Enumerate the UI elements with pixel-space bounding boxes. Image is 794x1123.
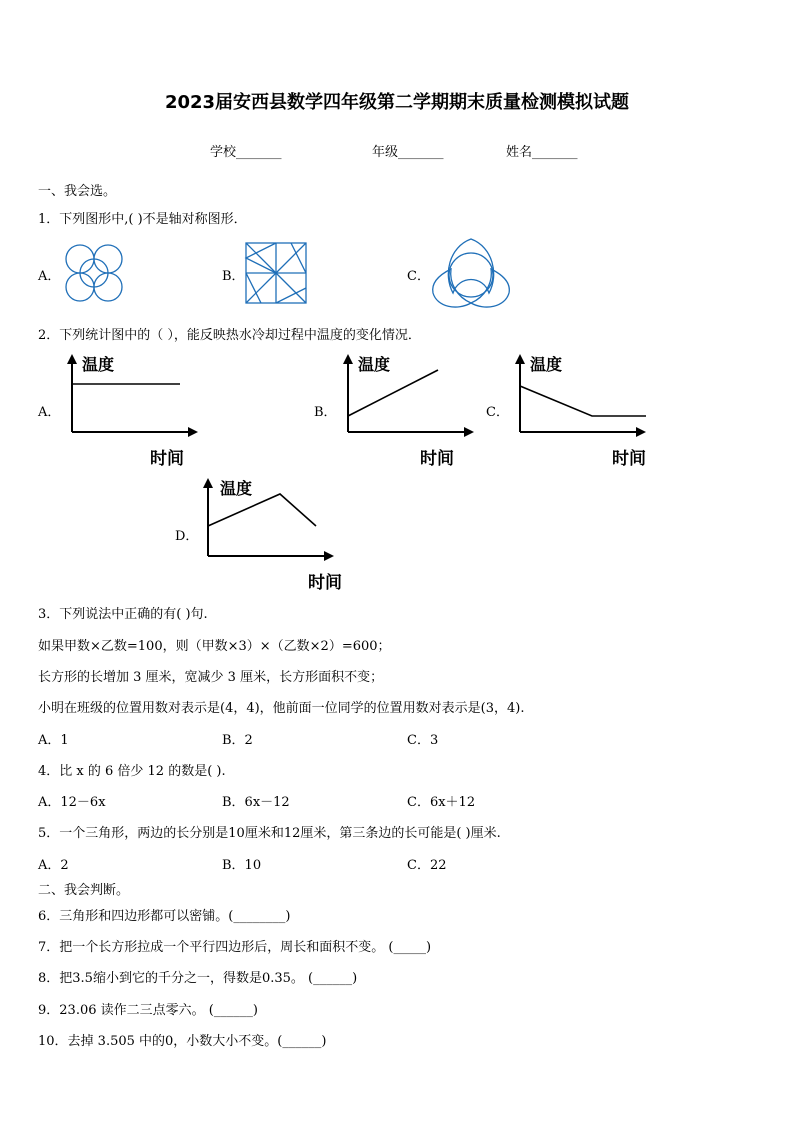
q3-statement-3: 小明在班级的位置用数对表示是(4，4)，他前面一位同学的位置用数对表示是(3，4). — [38, 701, 525, 716]
q5-option-b: B．10 — [222, 858, 262, 873]
question-4: 4．比 x 的 6 倍少 12 的数是( ). — [38, 764, 226, 779]
trefoil-figure — [429, 235, 513, 311]
q5-option-c: C．22 — [407, 858, 447, 873]
q3-option-a: A．1 — [38, 733, 69, 748]
q3-option-c: C．3 — [407, 733, 439, 748]
question-1: 1．下列图形中,( )不是轴对称图形． — [38, 212, 247, 227]
graph-b-x-label: 时间 — [420, 449, 454, 469]
question-5: 5．一个三角形，两边的长分别是10厘米和12厘米，第三条边的长可能是( )厘米. — [38, 826, 501, 841]
q3-statement-2: 长方形的长增加 3 厘米，宽减少 3 厘米，长方形面积不变； — [38, 670, 384, 685]
graph-c-y-label: 温度 — [530, 355, 563, 374]
graph-d-x-label: 时间 — [308, 573, 342, 593]
school-field[interactable]: 学校_______ — [210, 145, 282, 160]
q4-option-b: B．6x－12 — [222, 795, 290, 810]
graph-c-cooling — [508, 350, 658, 470]
q4-option-a: A．12－6x — [38, 795, 106, 810]
q2-option-d-label: D． — [175, 529, 199, 544]
graph-a-constant — [60, 350, 210, 470]
grade-field[interactable]: 年级_______ — [372, 145, 444, 160]
pinwheel-figure — [244, 241, 308, 305]
question-9: 9．23.06 读作二三点零六。 (______) — [38, 1003, 258, 1018]
question-8: 8．把3.5缩小到它的千分之一，得数是0.35。 (______) — [38, 971, 358, 986]
q1-option-a-label: A． — [38, 269, 61, 284]
graph-d-y-label: 温度 — [220, 479, 253, 498]
q4-option-c: C．6x＋12 — [407, 795, 476, 810]
question-3: 3．下列说法中正确的有( )句. — [38, 607, 208, 622]
graph-a-y-label: 温度 — [82, 355, 115, 374]
section-2-heading: 二、我会判断。 — [38, 883, 130, 898]
q1-option-c-label: C． — [407, 269, 430, 284]
q1-option-b-label: B． — [222, 269, 245, 284]
question-10: 10．去掉 3.505 中的0，小数大小不变。(______) — [38, 1034, 327, 1049]
q5-option-a: A．2 — [38, 858, 69, 873]
graph-b-y-label: 温度 — [358, 355, 391, 374]
q3-option-b: B．2 — [222, 733, 253, 748]
question-6: 6．三角形和四边形都可以密铺。(________) — [38, 909, 291, 924]
graph-c-x-label: 时间 — [612, 449, 646, 469]
q2-option-a-label: A． — [38, 405, 61, 420]
q3-statement-1: 如果甲数×乙数=100，则（甲数×3）×（乙数×2）=600； — [38, 639, 391, 654]
graph-a-x-label: 时间 — [150, 449, 184, 469]
name-field[interactable]: 姓名_______ — [506, 145, 578, 160]
flower-circles-figure — [60, 240, 128, 308]
graph-d-rise-fall — [196, 474, 346, 594]
graph-b-increasing — [336, 350, 486, 470]
page-title: 2023届安西县数学四年级第二学期期末质量检测模拟试题 — [164, 92, 630, 113]
question-7: 7．把一个长方形拉成一个平行四边形后，周长和面积不变。 (_____) — [38, 940, 432, 955]
section-1-heading: 一、我会选。 — [38, 184, 117, 199]
q2-option-c-label: C． — [486, 405, 509, 420]
q2-option-b-label: B． — [314, 405, 337, 420]
question-2: 2．下列统计图中的（ ），能反映热水冷却过程中温度的变化情况． — [38, 328, 421, 343]
